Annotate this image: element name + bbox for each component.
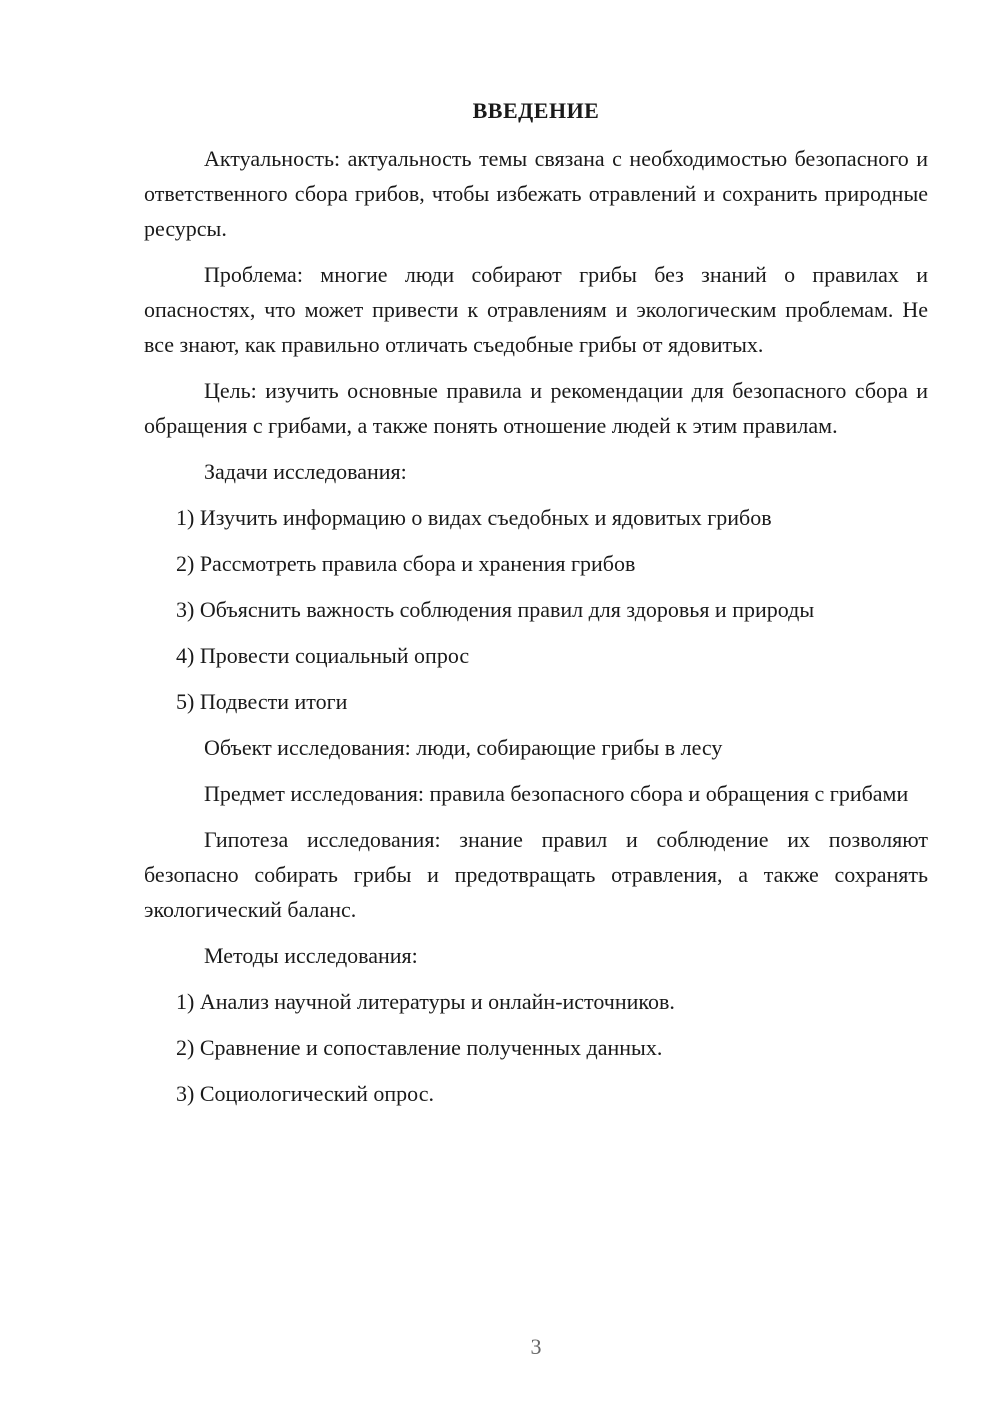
document-body — [144, 141, 928, 1122]
task-item-1: 1) Изучить информацию о видах съедобных и ядовитых грибов — [176, 505, 772, 530]
task-item-5: 5) Подвести итоги — [176, 689, 348, 714]
paragraph-problem: Проблема: многие люди собирают грибы без знаний о правилах и опасностях, что может привести к отравлениям и экологическим проблемам. Не все знают, как правильно отличать съедобные грибы от ядовитых. — [144, 262, 928, 357]
methods-list — [144, 984, 928, 1111]
task-item-4: 4) Провести социальный опрос — [176, 643, 470, 668]
page-number: 3 — [530, 1334, 542, 1359]
method-item-2: 2) Сравнение и сопоставление полученных данных. — [176, 1035, 663, 1060]
task-item-3: 3) Объяснить важность соблюдения правил для здоровья и природы — [176, 597, 815, 622]
tasks-list — [144, 500, 928, 719]
paragraph-relevance: Актуальность: актуальность темы связана с необходимостью безопасного и ответственного сбора грибов, чтобы избежать отравлений и сохранить природные ресурсы. — [144, 146, 928, 241]
paragraph-subject: Предмет исследования: правила безопасного сбора и обращения с грибами — [204, 781, 909, 806]
task-item-2: 2) Рассмотреть правила сбора и хранения грибов — [176, 551, 636, 576]
method-item-1: 1) Анализ научной литературы и онлайн-источников. — [176, 989, 675, 1014]
paragraph-object: Объект исследования: люди, собирающие грибы в лесу — [204, 735, 723, 760]
paragraph-goal: Цель: изучить основные правила и рекомендации для безопасного сбора и обращения с грибами, а также понять отношение людей к этим правилам. — [144, 378, 928, 438]
method-item-3: 3) Социологический опрос. — [176, 1081, 434, 1106]
methods-heading: Методы исследования: — [204, 943, 418, 968]
section-title: ВВЕДЕНИЕ — [472, 98, 600, 123]
tasks-heading: Задачи исследования: — [204, 459, 407, 484]
paragraph-hypothesis: Гипотеза исследования: знание правил и соблюдение их позволяют безопасно собирать грибы и предотвращать отравления, а также сохранять экологический баланс. — [144, 827, 928, 922]
